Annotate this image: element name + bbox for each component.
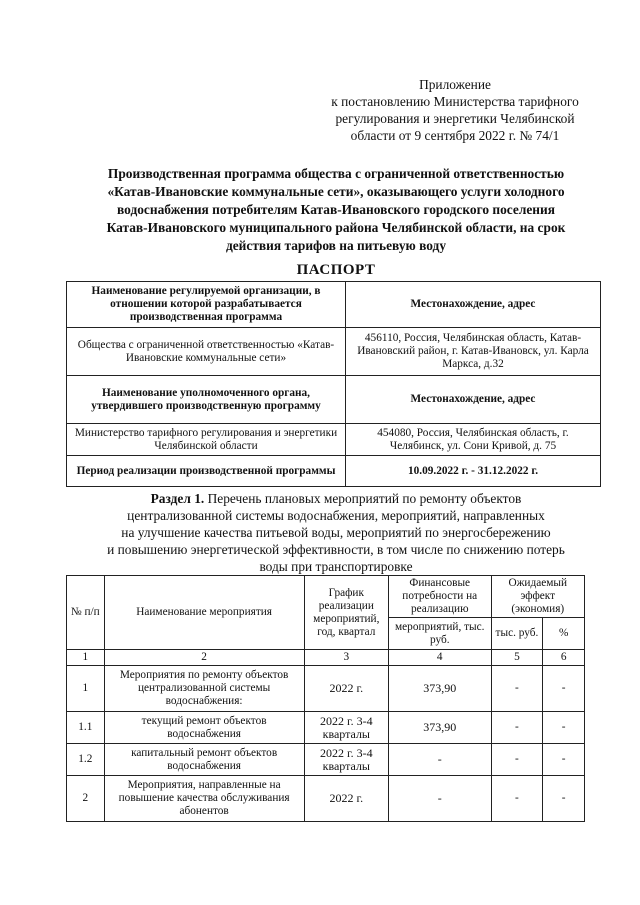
table-row [67, 712, 585, 744]
column-number: 3 [304, 650, 388, 666]
row-name: Мероприятия, направленные на повышение качества обслуживания абонентов [104, 776, 304, 822]
passport-row [67, 282, 601, 328]
passport-row [67, 456, 601, 487]
org-address-cell: 456110, Россия, Челябинская область, Катав-Ивановский район, г. Катав-Ивановск, ул. Карла Маркса, д.32 [346, 328, 601, 376]
section-line: воды при транспортировке [259, 559, 413, 574]
row-num: 2 [67, 776, 105, 822]
title-line: Катав-Ивановского муниципального района Челябинской области, на срок [106, 220, 566, 235]
row-effect-rub: - [491, 744, 543, 776]
authority-address-cell: 454080, Россия, Челябинская область, г. Челябинск, ул. Сони Кривой, д. 75 [346, 424, 601, 456]
passport-row [67, 328, 601, 376]
row-num: 1.1 [67, 712, 105, 744]
column-number: 4 [388, 650, 491, 666]
row-finance: 373,90 [388, 712, 491, 744]
passport-table [66, 281, 601, 487]
title-line: водоснабжения потребителям Катав-Ивановского городского поселения [117, 202, 555, 217]
org-name-cell: Общества с ограниченной ответственностью «Катав-Ивановские коммунальные сети» [67, 328, 346, 376]
header-name: Наименование мероприятия [104, 576, 304, 650]
authority-header-cell: Наименование уполномоченного органа, утвердившего производственную программу [67, 376, 346, 424]
section-text: Перечень плановых мероприятий по ремонту объектов [207, 491, 522, 506]
section-line: и повышению энергетической эффективности, в том числе по снижению потерь [107, 542, 565, 557]
passport-row [67, 424, 601, 456]
row-schedule: 2022 г. [304, 666, 388, 712]
events-table [66, 575, 585, 822]
row-name: капитальный ремонт объектов водоснабжения [104, 744, 304, 776]
section-number: Раздел 1. [150, 491, 205, 506]
header-num: № п/п [67, 576, 105, 650]
column-number: 6 [543, 650, 585, 666]
row-num: 1 [67, 666, 105, 712]
header-effect: Ожидаемый эффект (экономия) [491, 576, 584, 618]
passport-row [67, 376, 601, 424]
passport-heading: ПАСПОРТ [296, 262, 376, 278]
authority-name-cell: Министерство тарифного регулирования и энергетики Челябинской области [67, 424, 346, 456]
appendix-line: области от 9 сентября 2022 г. № 74/1 [350, 128, 560, 143]
title-line: действия тарифов на питьевую воду [225, 238, 447, 253]
row-finance: - [388, 744, 491, 776]
header-finance-top: Финансовые потребности на реализацию [388, 576, 491, 618]
header-effect-pct: % [543, 618, 585, 650]
table-row [67, 776, 585, 822]
appendix-line: к постановлению Министерства тарифного [331, 94, 579, 109]
period-value-cell: 10.09.2022 г. - 31.12.2022 г. [346, 456, 601, 487]
row-effect-pct: - [543, 666, 585, 712]
column-number-row [67, 650, 585, 666]
org-header-cell: Наименование регулируемой организации, в отношении которой разрабатывается производственная программа [67, 282, 346, 328]
row-effect-pct: - [543, 776, 585, 822]
row-schedule: 2022 г. [304, 776, 388, 822]
appendix-line: Приложение [419, 77, 491, 92]
row-schedule: 2022 г. 3-4 кварталы [304, 712, 388, 744]
title-line: «Катав-Ивановские коммунальные сети», оказывающего услуги холодного [107, 184, 565, 199]
table-row [67, 744, 585, 776]
address-header-cell: Местонахождение, адрес [346, 282, 601, 328]
row-effect-rub: - [491, 776, 543, 822]
column-number: 5 [491, 650, 543, 666]
row-effect-rub: - [491, 712, 543, 744]
header-schedule: График реализации мероприятий, год, квартал [304, 576, 388, 650]
row-effect-pct: - [543, 744, 585, 776]
row-finance: 373,90 [388, 666, 491, 712]
section-line: на улучшение качества питьевой воды, мероприятий по энергосбережению [121, 525, 551, 540]
row-num: 1.2 [67, 744, 105, 776]
appendix-block [300, 76, 610, 144]
authority-address-header-cell: Местонахождение, адрес [346, 376, 601, 424]
header-finance-bottom: мероприятий, тыс. руб. [388, 618, 491, 650]
row-finance: - [388, 776, 491, 822]
row-effect-pct: - [543, 712, 585, 744]
header-effect-rub: тыс. руб. [491, 618, 543, 650]
column-number: 1 [67, 650, 105, 666]
events-header-row [67, 576, 585, 618]
row-schedule: 2022 г. 3-4 кварталы [304, 744, 388, 776]
column-number: 2 [104, 650, 304, 666]
row-name: текущий ремонт объектов водоснабжения [104, 712, 304, 744]
document-title [66, 165, 606, 255]
title-line: Производственная программа общества с ограниченной ответственностью [107, 166, 565, 181]
period-label-cell: Период реализации производственной программы [67, 456, 346, 487]
row-name: Мероприятия по ремонту объектов централизованной системы водоснабжения: [104, 666, 304, 712]
row-effect-rub: - [491, 666, 543, 712]
section-1-heading [66, 490, 606, 575]
table-row [67, 666, 585, 712]
appendix-line: регулирования и энергетики Челябинской [335, 111, 575, 126]
section-line: централизованной системы водоснабжения, мероприятий, направленных [127, 508, 545, 523]
section-line [66, 490, 606, 507]
